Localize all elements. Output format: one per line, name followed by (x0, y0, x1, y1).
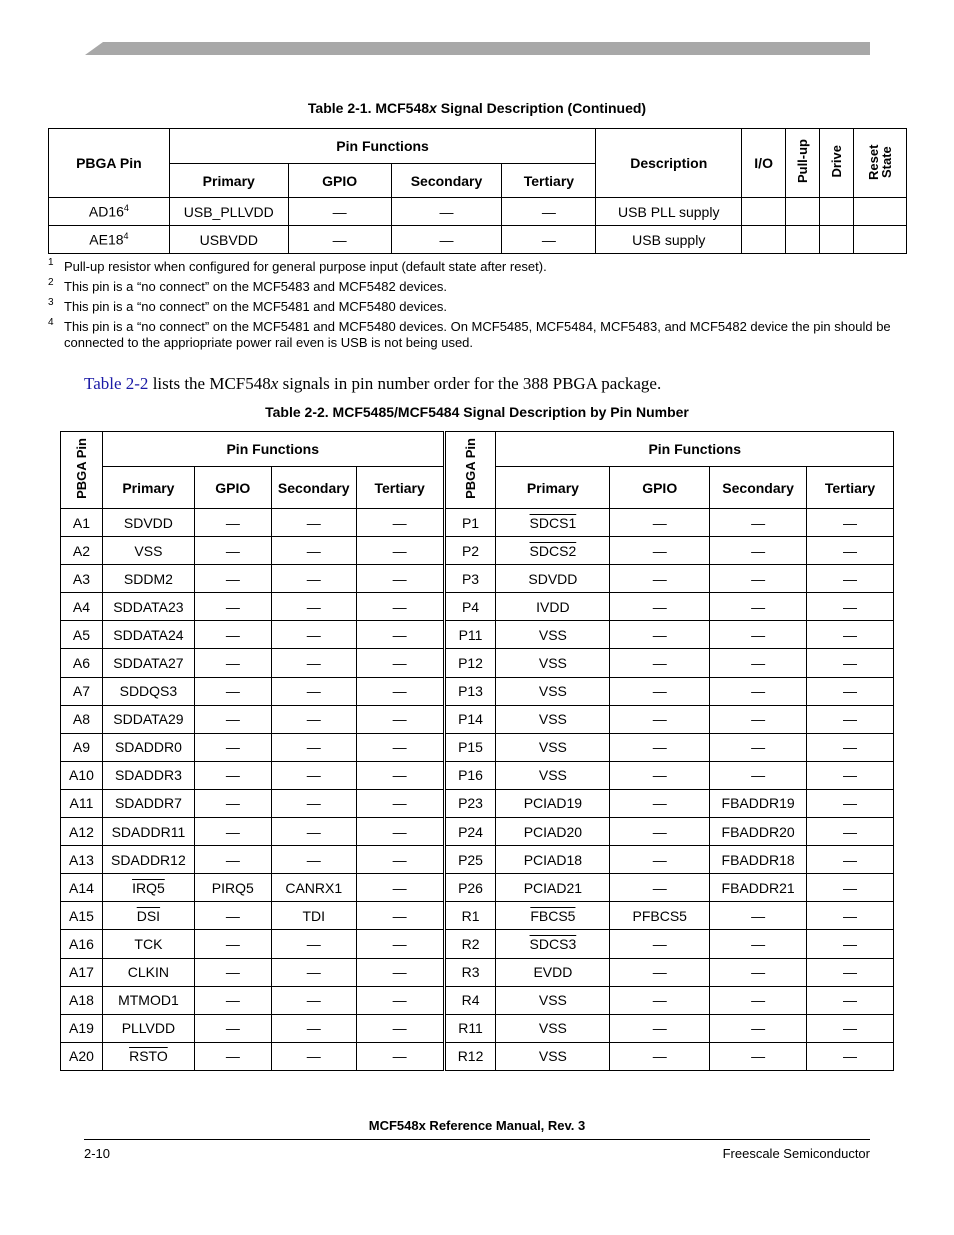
table-row (61, 761, 894, 789)
tertiary-cell: — (807, 509, 894, 537)
primary-cell: PCIAD21 (496, 874, 610, 902)
th2-gpio-left: GPIO (194, 467, 271, 509)
page-number: 2-10 (84, 1146, 111, 1161)
primary-cell: CLKIN (102, 958, 194, 986)
secondary-cell: — (391, 198, 502, 226)
gpio-cell: — (194, 1042, 271, 1070)
pin-cell: P11 (444, 621, 496, 649)
gpio-cell: — (610, 1014, 710, 1042)
secondary-cell: — (271, 818, 356, 846)
gpio-cell: — (610, 818, 710, 846)
gpio-cell: — (194, 565, 271, 593)
pin-cell: A1 (61, 509, 103, 537)
secondary-cell: — (271, 1014, 356, 1042)
gpio-cell: — (610, 846, 710, 874)
gpio-cell: — (194, 677, 271, 705)
tertiary-cell: — (807, 986, 894, 1014)
tertiary-cell: — (356, 1014, 444, 1042)
pin-cell: R1 (444, 902, 496, 930)
gpio-cell: — (610, 733, 710, 761)
gpio-cell: — (194, 986, 271, 1014)
table-row (61, 509, 894, 537)
table-2-2-link[interactable]: Table 2-2 (84, 374, 149, 393)
empty-cell (742, 198, 786, 226)
table-row (61, 565, 894, 593)
th-drive: Drive (820, 129, 854, 198)
primary-cell: SDCS2 (496, 537, 610, 565)
primary-cell: SDDATA29 (102, 705, 194, 733)
pin-cell: A7 (61, 677, 103, 705)
tertiary-cell: — (356, 761, 444, 789)
table-row (61, 593, 894, 621)
tertiary-cell: — (807, 593, 894, 621)
empty-cell (742, 226, 786, 254)
table-row (61, 1014, 894, 1042)
th-tertiary: Tertiary (502, 164, 596, 198)
tertiary-cell: — (356, 565, 444, 593)
secondary-cell: — (710, 593, 807, 621)
pin-cell: A8 (61, 705, 103, 733)
tertiary-cell: — (807, 789, 894, 817)
table-row (61, 874, 894, 902)
secondary-cell: — (271, 958, 356, 986)
gpio-cell: — (610, 789, 710, 817)
secondary-cell: — (271, 733, 356, 761)
pin-cell: A10 (61, 761, 103, 789)
primary-cell: VSS (496, 705, 610, 733)
secondary-cell: — (271, 789, 356, 817)
th2-gpio-right: GPIO (610, 467, 710, 509)
footer-divider (84, 1139, 870, 1140)
table-row (61, 846, 894, 874)
pin-cell: R3 (444, 958, 496, 986)
primary-cell: PCIAD18 (496, 846, 610, 874)
footnote (48, 259, 908, 275)
secondary-cell: — (271, 846, 356, 874)
primary-cell: IRQ5 (102, 874, 194, 902)
tertiary-cell: — (807, 649, 894, 677)
tertiary-cell: — (807, 537, 894, 565)
table-row (61, 902, 894, 930)
th2-tertiary-right: Tertiary (807, 467, 894, 509)
pin-cell: A20 (61, 1042, 103, 1070)
primary-cell: SDADDR7 (102, 789, 194, 817)
tertiary-cell: — (807, 1042, 894, 1070)
empty-cell (820, 226, 854, 254)
primary-cell: SDVDD (102, 509, 194, 537)
pin-cell: P16 (444, 761, 496, 789)
secondary-cell: — (271, 761, 356, 789)
table-row (61, 705, 894, 733)
gpio-cell: — (194, 761, 271, 789)
primary-cell: VSS (496, 986, 610, 1014)
footnote-text: This pin is a “no connect” on the MCF5483 and MCF5482 devices. (64, 279, 447, 294)
tertiary-cell: — (807, 565, 894, 593)
footer-title: MCF548x Reference Manual, Rev. 3 (368, 1118, 586, 1133)
table-row (61, 537, 894, 565)
secondary-cell: — (710, 705, 807, 733)
primary-cell: IVDD (496, 593, 610, 621)
tertiary-cell: — (356, 733, 444, 761)
gpio-cell: — (194, 958, 271, 986)
pin-cell: A9 (61, 733, 103, 761)
gpio-cell: PFBCS5 (610, 902, 710, 930)
th2-pbga-pin-left: PBGA Pin (61, 432, 103, 509)
primary-cell: TCK (102, 930, 194, 958)
secondary-cell: — (271, 593, 356, 621)
gpio-cell: — (288, 198, 391, 226)
pin-cell: R12 (444, 1042, 496, 1070)
footnote-number: 1 (48, 257, 54, 268)
pin-cell: A13 (61, 846, 103, 874)
empty-cell (854, 226, 907, 254)
pin-cell: A16 (61, 930, 103, 958)
th-pbga-pin: PBGA Pin (49, 129, 170, 198)
tertiary-cell: — (502, 226, 596, 254)
th2-primary-right: Primary (496, 467, 610, 509)
th2-secondary-left: Secondary (271, 467, 356, 509)
gpio-cell: — (194, 705, 271, 733)
gpio-cell: — (194, 537, 271, 565)
th-io: I/O (742, 129, 786, 198)
primary-cell: SDCS3 (496, 930, 610, 958)
gpio-cell: — (194, 649, 271, 677)
tertiary-cell: — (356, 789, 444, 817)
gpio-cell: — (610, 509, 710, 537)
tertiary-cell: — (356, 902, 444, 930)
primary-cell: VSS (496, 733, 610, 761)
tertiary-cell: — (807, 621, 894, 649)
tertiary-cell: — (356, 705, 444, 733)
tertiary-cell: — (807, 733, 894, 761)
description-cell: USB supply (596, 226, 742, 254)
gpio-cell: — (194, 621, 271, 649)
gpio-cell: — (610, 705, 710, 733)
footnote (48, 279, 908, 295)
secondary-cell: — (710, 1042, 807, 1070)
pin-cell: P13 (444, 677, 496, 705)
pin-cell: A17 (61, 958, 103, 986)
footnote-number: 4 (48, 317, 54, 328)
primary-cell: SDDQS3 (102, 677, 194, 705)
empty-cell (854, 198, 907, 226)
primary-cell: EVDD (496, 958, 610, 986)
tertiary-cell: — (356, 846, 444, 874)
primary-cell: VSS (102, 537, 194, 565)
secondary-cell: — (710, 509, 807, 537)
secondary-cell: FBADDR21 (710, 874, 807, 902)
primary-cell: SDDATA23 (102, 593, 194, 621)
primary-cell: USBVDD (169, 226, 288, 254)
tertiary-cell: — (356, 986, 444, 1014)
table-row (49, 226, 907, 254)
th-description: Description (596, 129, 742, 198)
pin-cell: P2 (444, 537, 496, 565)
secondary-cell: — (271, 509, 356, 537)
tertiary-cell: — (356, 621, 444, 649)
tertiary-cell: — (807, 677, 894, 705)
pin-cell: P24 (444, 818, 496, 846)
pin-cell: P14 (444, 705, 496, 733)
primary-cell: SDADDR12 (102, 846, 194, 874)
secondary-cell: — (710, 565, 807, 593)
company-name: Freescale Semiconductor (722, 1146, 870, 1161)
footnote-number: 2 (48, 277, 54, 288)
secondary-cell: — (710, 537, 807, 565)
tertiary-cell: — (356, 677, 444, 705)
pin-cell: R4 (444, 986, 496, 1014)
secondary-cell: FBADDR18 (710, 846, 807, 874)
pin-cell: A12 (61, 818, 103, 846)
pin-cell: P12 (444, 649, 496, 677)
gpio-cell: — (610, 593, 710, 621)
tertiary-cell: — (356, 930, 444, 958)
secondary-cell: — (710, 761, 807, 789)
gpio-cell: — (194, 930, 271, 958)
table-row (61, 1042, 894, 1070)
pin-cell: A14 (61, 874, 103, 902)
secondary-cell: — (271, 930, 356, 958)
secondary-cell: — (710, 677, 807, 705)
secondary-cell: FBADDR19 (710, 789, 807, 817)
tertiary-cell: — (356, 1042, 444, 1070)
gpio-cell: — (610, 565, 710, 593)
footnote (48, 319, 908, 351)
pin-cell: A18 (61, 986, 103, 1014)
primary-cell: SDDATA27 (102, 649, 194, 677)
empty-cell (786, 226, 820, 254)
pin-cell: P3 (444, 565, 496, 593)
th-gpio: GPIO (288, 164, 391, 198)
table-row (61, 958, 894, 986)
gpio-cell: — (194, 818, 271, 846)
th2-pbga-pin-right: PBGA Pin (444, 432, 496, 509)
primary-cell: VSS (496, 761, 610, 789)
footnote-text: Pull-up resistor when configured for general purpose input (default state after reset). (64, 259, 547, 274)
pin-cell: A5 (61, 621, 103, 649)
table1-caption: Table 2-1. MCF548x Signal Description (Continued) (307, 100, 647, 116)
tertiary-cell: — (356, 874, 444, 902)
table2 (60, 431, 894, 1071)
table-row (61, 621, 894, 649)
secondary-cell: — (271, 649, 356, 677)
gpio-cell: — (610, 874, 710, 902)
secondary-cell: — (271, 565, 356, 593)
secondary-cell: — (271, 705, 356, 733)
primary-cell: SDCS1 (496, 509, 610, 537)
secondary-cell: — (710, 986, 807, 1014)
footnote-text: This pin is a “no connect” on the MCF5481 and MCF5480 devices. (64, 299, 447, 314)
primary-cell: PCIAD20 (496, 818, 610, 846)
gpio-cell: — (194, 1014, 271, 1042)
primary-cell: VSS (496, 677, 610, 705)
empty-cell (786, 198, 820, 226)
th-reset-state: Reset State (854, 129, 907, 198)
th2-primary-left: Primary (102, 467, 194, 509)
secondary-cell: — (271, 986, 356, 1014)
primary-cell: VSS (496, 621, 610, 649)
secondary-cell: CANRX1 (271, 874, 356, 902)
pin-cell: P15 (444, 733, 496, 761)
pin-cell: P23 (444, 789, 496, 817)
tertiary-cell: — (807, 958, 894, 986)
primary-cell: SDDATA24 (102, 621, 194, 649)
gpio-cell: — (194, 733, 271, 761)
table-row (61, 649, 894, 677)
gpio-cell: — (610, 986, 710, 1014)
intro-paragraph: Table 2-2 lists the MCF548x signals in pin number order for the 388 PBGA package. (84, 374, 662, 393)
pin-cell: A3 (61, 565, 103, 593)
primary-cell: SDADDR11 (102, 818, 194, 846)
secondary-cell: — (271, 537, 356, 565)
table1 (48, 128, 907, 254)
tertiary-cell: — (356, 593, 444, 621)
secondary-cell: — (271, 621, 356, 649)
pin-cell: A19 (61, 1014, 103, 1042)
secondary-cell: — (271, 1042, 356, 1070)
pin-cell: A15 (61, 902, 103, 930)
footnote-text: This pin is a “no connect” on the MCF5481 and MCF5480 devices. On MCF5485, MCF5484, MCF5483, and MCF5482 device the pin should be connected to the appriopriate power rail even is USB is not being used. (64, 319, 891, 350)
tertiary-cell: — (807, 1014, 894, 1042)
gpio-cell: — (194, 902, 271, 930)
gpio-cell: — (610, 958, 710, 986)
table-row (61, 930, 894, 958)
tertiary-cell: — (356, 958, 444, 986)
primary-cell: SDADDR3 (102, 761, 194, 789)
tertiary-cell: — (807, 930, 894, 958)
primary-cell: VSS (496, 649, 610, 677)
primary-cell: FBCS5 (496, 902, 610, 930)
secondary-cell: — (710, 649, 807, 677)
gpio-cell: — (194, 509, 271, 537)
th-pullup: Pull-up (786, 129, 820, 198)
gpio-cell: — (288, 226, 391, 254)
tertiary-cell: — (502, 198, 596, 226)
table2-caption: Table 2-2. MCF5485/MCF5484 Signal Description by Pin Number (265, 404, 689, 420)
gpio-cell: — (610, 1042, 710, 1070)
tertiary-cell: — (356, 818, 444, 846)
primary-cell: RSTO (102, 1042, 194, 1070)
tertiary-cell: — (807, 818, 894, 846)
gpio-cell: PIRQ5 (194, 874, 271, 902)
primary-cell: SDDM2 (102, 565, 194, 593)
gpio-cell: — (610, 537, 710, 565)
table-row (61, 677, 894, 705)
tertiary-cell: — (807, 874, 894, 902)
secondary-cell: — (710, 621, 807, 649)
secondary-cell: — (710, 733, 807, 761)
footnote-number: 3 (48, 297, 54, 308)
secondary-cell: — (710, 958, 807, 986)
gpio-cell: — (194, 846, 271, 874)
secondary-cell: — (710, 902, 807, 930)
footnote (48, 299, 908, 315)
pin-cell: A2 (61, 537, 103, 565)
gpio-cell: — (194, 593, 271, 621)
secondary-cell: — (710, 930, 807, 958)
primary-cell: PCIAD19 (496, 789, 610, 817)
tertiary-cell: — (356, 537, 444, 565)
primary-cell: PLLVDD (102, 1014, 194, 1042)
tertiary-cell: — (807, 761, 894, 789)
empty-cell (820, 198, 854, 226)
secondary-cell: — (710, 1014, 807, 1042)
primary-cell: MTMOD1 (102, 986, 194, 1014)
th-secondary: Secondary (391, 164, 502, 198)
th2-pin-functions-left: Pin Functions (102, 432, 444, 467)
pin-cell: P25 (444, 846, 496, 874)
secondary-cell: TDI (271, 902, 356, 930)
description-cell: USB PLL supply (596, 198, 742, 226)
primary-cell: SDVDD (496, 565, 610, 593)
pin-cell: $AE18^4$ (49, 226, 170, 254)
tertiary-cell: — (356, 649, 444, 677)
table-row (61, 733, 894, 761)
th2-tertiary-left: Tertiary (356, 467, 444, 509)
pin-cell: A11 (61, 789, 103, 817)
th2-secondary-right: Secondary (710, 467, 807, 509)
pin-cell: A6 (61, 649, 103, 677)
secondary-cell: — (391, 226, 502, 254)
tertiary-cell: — (807, 902, 894, 930)
primary-cell: SDADDR0 (102, 733, 194, 761)
gpio-cell: — (610, 761, 710, 789)
table-row (49, 198, 907, 226)
header-bar (85, 42, 870, 55)
pin-cell: A4 (61, 593, 103, 621)
th-pin-functions: Pin Functions (169, 129, 596, 164)
pin-cell: P26 (444, 874, 496, 902)
primary-cell: VSS (496, 1014, 610, 1042)
gpio-cell: — (610, 649, 710, 677)
tertiary-cell: — (807, 846, 894, 874)
gpio-cell: — (194, 789, 271, 817)
pin-cell: $AD16^4$ (49, 198, 170, 226)
primary-cell: $\overline{DSI}$ (102, 902, 194, 930)
pin-cell: R2 (444, 930, 496, 958)
th2-pin-functions-right: Pin Functions (496, 432, 894, 467)
secondary-cell: FBADDR20 (710, 818, 807, 846)
table-row (61, 818, 894, 846)
tertiary-cell: — (356, 509, 444, 537)
pin-cell: P1 (444, 509, 496, 537)
table-row (61, 986, 894, 1014)
gpio-cell: — (610, 621, 710, 649)
gpio-cell: — (610, 677, 710, 705)
primary-cell: USB_PLLVDD (169, 198, 288, 226)
table-row (61, 789, 894, 817)
tertiary-cell: — (807, 705, 894, 733)
primary-cell: VSS (496, 1042, 610, 1070)
pin-cell: P4 (444, 593, 496, 621)
secondary-cell: — (271, 677, 356, 705)
th-primary: Primary (169, 164, 288, 198)
pin-cell: R11 (444, 1014, 496, 1042)
gpio-cell: — (610, 930, 710, 958)
